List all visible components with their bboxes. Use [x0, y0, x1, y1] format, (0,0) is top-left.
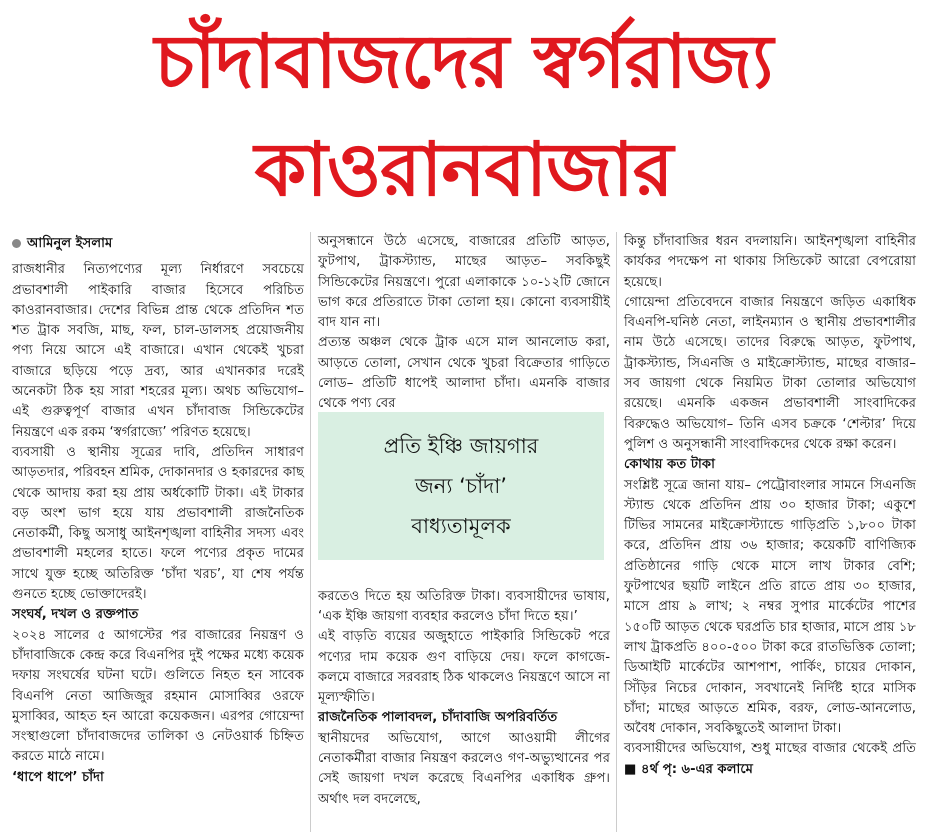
paragraph: প্রত্যন্ত অঞ্চল থেকে ট্রাক এসে মাল আনলোড করা, আড়তে তোলা, সেখান থেকে খুচরা বিক্রেতার গাড়িতে লোড– প্রতিটি ধাপেই আলাদা চাঁদা। এমনকি বাজার থেকে পণ্য বের: [318, 335, 610, 412]
paragraph: ২০২৪ সালের ৫ আগস্টের পর বাজারের নিয়ন্ত্রণ ও চাঁদাবাজিকে কেন্দ্র করে বিএনপির দুই পক্ষের মধ্যে কয়েক দফায় সংঘর্ষের ঘটনা ঘটে। গুলিতে নিহত হন সাবেক বিএনপি নেতা আজিজুর রহমান মোসাব্বির ওরফে মুসাব্বির, আহত হন আরো কয়েকজন। এরপর গোয়েন্দা সংস্থাগুলো চাঁদাবাজদের তালিকা ও নেটওয়ার্ক চিহ্নিত করতে মাঠে নামে।: [12, 627, 304, 765]
byline: আমিনুল ইসলাম: [12, 234, 304, 254]
paragraph: স্থানীয়দের অভিযোগ, আগে আওয়ামী লীগের নেতাকর্মীরা বাজার নিয়ন্ত্রণ করলেও গণ-অভ্যুত্থানের পর সেই জায়গা দখল করেছে বিএনপির একাধিক গ্রুপ। অর্থাৎ দল বদলেছে,: [318, 730, 610, 807]
quote-line: প্রতি ইঞ্চি জায়গার: [383, 434, 539, 458]
paragraph: গোয়েন্দা প্রতিবেদনে বাজার নিয়ন্ত্রণে জড়িত একাধিক বিএনপি-ঘনিষ্ঠ নেতা, লাইনম্যান ও স্থানীয় প্রভাবশালীর নাম উঠে এসেছে। তাদের বিরুদ্ধে আড়ত, ফুটপাথ, ট্রাকস্ট্যান্ড, সিএনজি ও মাইক্রোস্ট্যান্ড, মাছের বাজার– সব জায়গা থেকে নিয়মিত টাকা তোলার অভিযোগ রয়েছে। এমনকি একজন প্রভাবশালী সাংবাদিকের বিরুদ্ধেও অভিযোগ– তিনি এসব চক্রকে ‘শেল্টার’ দিয়ে পুলিশ ও অনুসন্ধানী সাংবাদিকদের থেকে রক্ষা করেন।: [624, 294, 916, 452]
paragraph: কিন্তু চাঁদাবাজির ধরন বদলায়নি। আইনশৃঙ্খলা বাহিনীর কার্যকর পদক্ষেপ না থাকায় সিন্ডিকেট আরো বেপরোয়া হয়েছে।: [624, 234, 916, 290]
paragraph: এই বাড়তি ব্যয়ের অজুহাতে পাইকারি সিন্ডিকেট পরে পণ্যের দাম কয়েক গুণ বাড়িয়ে দেয়। ফলে কাগজে-কলমে বাজারে সরবরাহ ঠিক থাকলেও নিয়ন্ত্রণে আসে না মূল্যস্ফীতি।: [318, 629, 610, 706]
subheading: রাজনৈতিক পালাবদল, চাঁদাবাজি অপরিবর্তিত: [318, 710, 558, 726]
paragraph: করতেও দিতে হয় অতিরিক্ত টাকা। ব্যবসায়ীদের ভাষায়, ‘এক ইঞ্চি জায়গা ব্যবহার করলেও চাঁদা দিতে হয়।’: [318, 588, 610, 624]
headline: [0, 0, 927, 225]
column-3: [624, 232, 916, 780]
paragraph: ব্যবসায়ীদের অভিযোগ, শুধু মাছের বাজার থেকেই প্রতি ■ ৪র্থ পৃ: ৬-এর কলামে: [624, 741, 916, 777]
paragraph: অনুসন্ধানে উঠে এসেছে, বাজারের প্রতিটি আড়ত, ফুটপাথ, ট্রাকস্ট্যান্ড, মাছের আড়ত– সবকিছুই সিন্ডিকেটের নিয়ন্ত্রণে। পুরো এলাকাকে ১০-১২টি জোনে ভাগ করে প্রতিরাতে টাকা তোলা হয়। কোনো ব্যবসায়ীই বাদ যান না।: [318, 234, 610, 331]
column-1: [12, 232, 304, 788]
quote-line: বাধ্যতামূলক: [411, 514, 511, 538]
headline-line2: কাওরানবাজার: [254, 127, 673, 213]
paragraph: রাজধানীর নিত্যপণ্যের মূল্য নির্ধারণে সবচেয়ে প্রভাবশালী পাইকারি বাজার হিসেবে পরিচিত কাওরানবাজার। দেশের বিভিন্ন প্রান্ত থেকে প্রতিদিন শত শত ট্রাক সবজি, মাছ, ফল, চাল-ডালসহ প্রয়োজনীয় পণ্য নিয়ে আসে এই বাজারে। এখান থেকেই খুচরা বাজারে ছড়িয়ে পড়ে দ্রব্য, আর এখানকার দরেই অনেকটা ঠিক হয় সারা শহরের মূল্য। অথচ অভিযোগ– এই গুরুত্বপূর্ণ বাজার এখন চাঁদাবাজ সিন্ডিকেটের নিয়ন্ত্রণে এক রকম ‘স্বর্গরাজ্যে’ পরিণত হয়েছে।: [12, 262, 304, 440]
subheading: সংঘর্ষ, দখল ও রক্তপাত: [12, 607, 139, 623]
column-divider: [616, 232, 617, 832]
paragraph: সংশ্লিষ্ট সূত্রে জানা যায়– পেট্রোবাংলার সামনে সিএনজি স্ট্যান্ড থেকে প্রতিদিন প্রায় ৩০ হাজার টাকা; একুশে টিভির সামনের মাইক্রোস্ট্যান্ডে গাড়িপ্রতি ১,৮০০ টাকা করে, প্রতিদিন প্রায় ৩৬ হাজার; কয়েকটি বাণিজ্যিক প্রতিষ্ঠানের গাড়ি থেকে মাসে লাখ টাকার বেশি; ফুটপাথের ছয়টি লাইনে প্রতি রাতে প্রায় ৩০ হাজার, মাসে প্রায় ৯ লাখ; ২ নম্বর সুপার মার্কেটের পাশের ১৫০টি আড়ত থেকে ঘরপ্রতি চার হাজার, মাসে প্রায় ১৮ লাখ ট্রাকপ্রতি ৪০০-৫০০ টাকা করে রাতভিত্তিক তোলা; ডিআইটি মার্কেটের আশপাশ, পার্কিং, চায়ের দোকান, সিঁড়ির নিচের দোকান, সবখানেই নির্দিষ্ট হারে মাসিক চাঁদা; মাছের আড়তে শ্রমিক, বরফ, লোড-আনলোড, অবৈধ দোকান, সবকিছুতেই আলাদা টাকা।: [624, 477, 916, 737]
bullet-icon: [12, 239, 21, 248]
subheading: ‘ধাপে ধাপে’ চাঁদা: [12, 769, 104, 785]
quote-line: জন্য ‘চাঁদা’: [415, 474, 507, 498]
paragraph: ব্যবসায়ী ও স্থানীয় সূত্রের দাবি, প্রতিদিন সাধারণ আড়তদার, পরিবহন শ্রমিক, দোকানদার ও হকারদের কাছ থেকে আদায় করা হয় প্রায় অর্ধকোটি টাকা। এই টাকার বড় অংশ ভাগ হয়ে যায় প্রভাবশালী রাজনৈতিক নেতাকর্মী, কিছু অসাধু আইনশৃঙ্খলা বাহিনীর সদস্য এবং প্রভাবশালী মহলের হাতে। ফলে পণ্যের প্রকৃত দামের সাথে যুক্ত হচ্ছে অতিরিক্ত ‘চাঁদা খরচ’, যা শেষ পর্যন্ত গুনতে হচ্ছে ভোক্তাদেরই।: [12, 444, 304, 603]
subheading: কোথায় কত টাকা: [624, 457, 715, 473]
column-divider: [310, 232, 311, 832]
pull-quote: [318, 412, 604, 560]
headline-line1: চাঁদাবাজদের স্বর্গরাজ্য: [154, 19, 773, 105]
continued-reference[interactable]: ■ ৪র্থ পৃ: ৬-এর কলামে: [624, 761, 753, 777]
